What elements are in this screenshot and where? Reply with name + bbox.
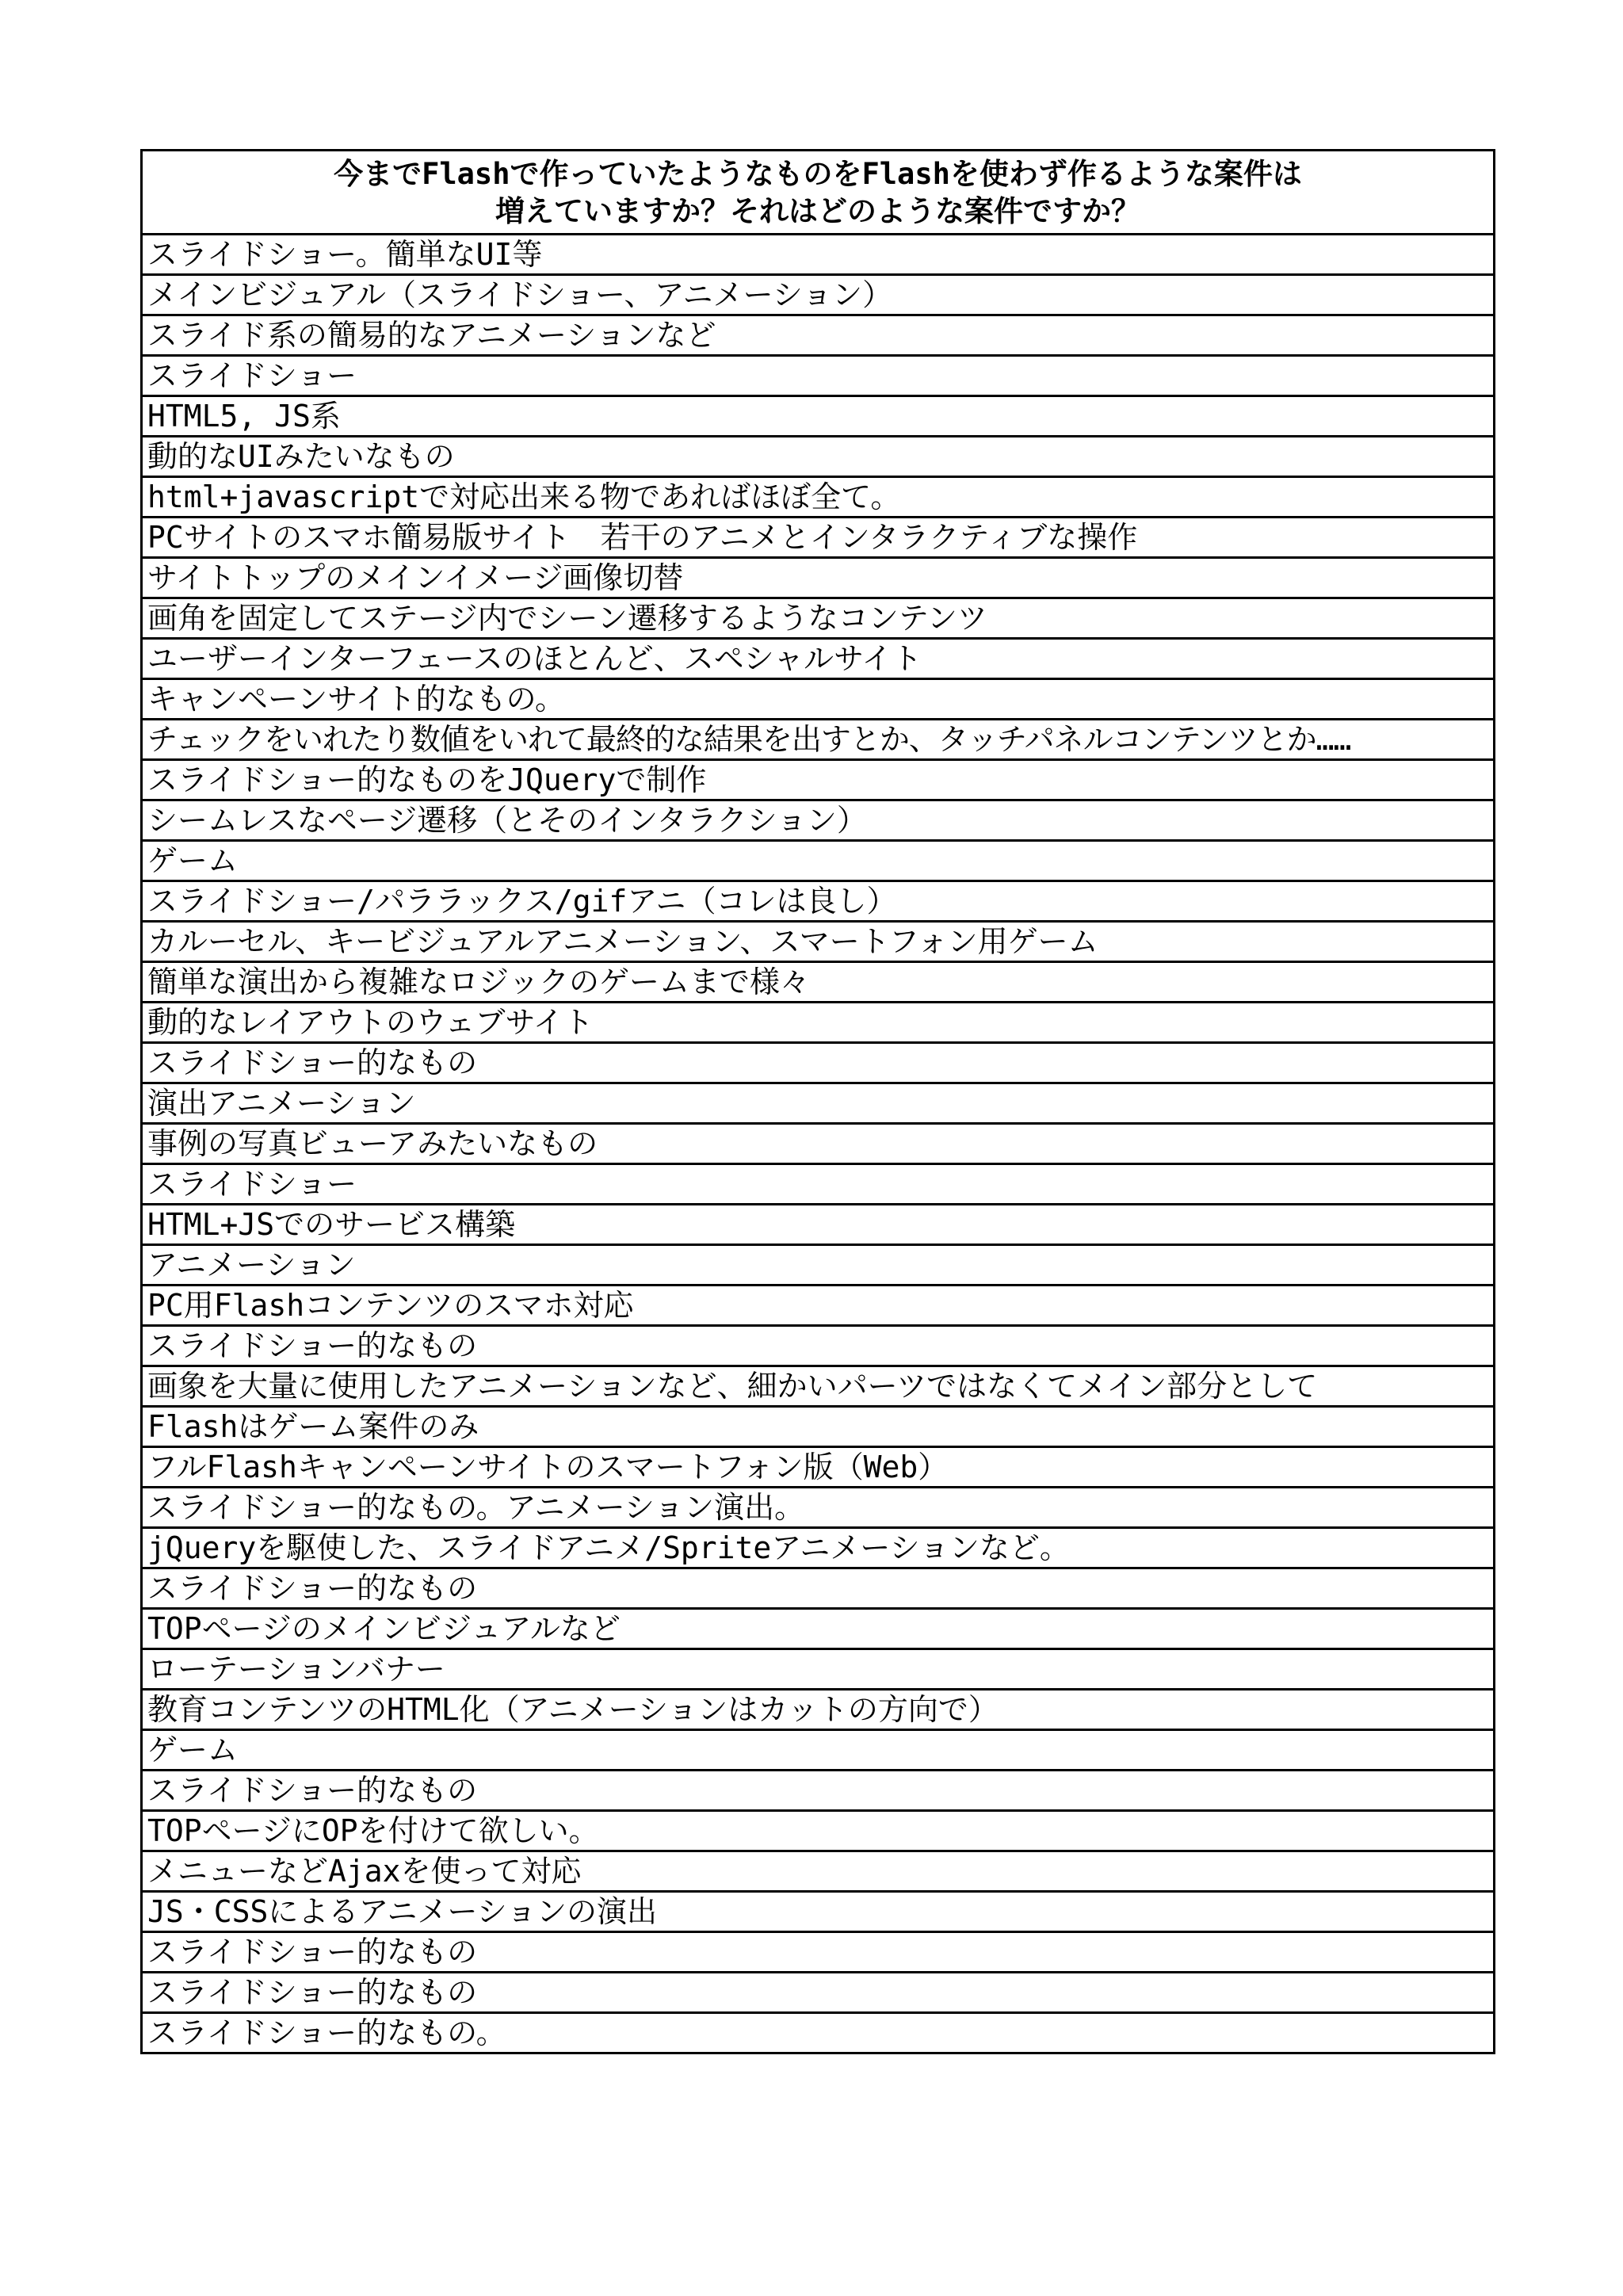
answer-row [142, 841, 1495, 881]
answer-row [142, 315, 1495, 356]
answer-row [142, 1083, 1495, 1124]
answer-cell: jQueryを駆使した、スライドアニメ/Spriteアニメーションなど。 [142, 1528, 1495, 1568]
answer-cell: スライドショー。簡単なUI等 [142, 235, 1495, 275]
answer-cell: スライドショー [142, 356, 1495, 396]
answer-row [142, 1609, 1495, 1649]
answer-row [142, 1973, 1495, 2013]
answer-row [142, 598, 1495, 639]
answer-row [142, 356, 1495, 396]
answer-cell: メニューなどAjaxを使って対応 [142, 1851, 1495, 1892]
answer-row [142, 1528, 1495, 1568]
answer-row [142, 1730, 1495, 1771]
answer-cell: ローテーションバナー [142, 1649, 1495, 1690]
answer-cell: チェックをいれたり数値をいれて最終的な結果を出すとか、タッチパネルコンテンツとか…… [142, 720, 1495, 760]
answer-row [142, 679, 1495, 720]
answer-row [142, 396, 1495, 437]
answer-row [142, 800, 1495, 841]
answer-cell: スライドショー的なもの [142, 1326, 1495, 1366]
answer-cell: JS・CSSによるアニメーションの演出 [142, 1892, 1495, 1932]
answer-cell: スライドショー的なもの [142, 1043, 1495, 1083]
answer-cell: HTML5, JS系 [142, 396, 1495, 437]
answer-cell: フルFlashキャンペーンサイトのスマートフォン版（Web） [142, 1447, 1495, 1488]
question-header-cell [142, 151, 1495, 235]
answer-row [142, 962, 1495, 1003]
answer-row [142, 881, 1495, 922]
answer-row [142, 1366, 1495, 1407]
question-header-row [142, 151, 1495, 235]
answer-cell: Flashはゲーム案件のみ [142, 1407, 1495, 1447]
answer-cell: ゲーム [142, 841, 1495, 881]
answer-cell: スライド系の簡易的なアニメーションなど [142, 315, 1495, 356]
answer-cell: アニメーション [142, 1245, 1495, 1286]
answer-cell: 事例の写真ビューアみたいなもの [142, 1124, 1495, 1164]
answer-row [142, 1649, 1495, 1690]
answer-cell: スライドショー的なもの。 [142, 2013, 1495, 2053]
answer-cell: 動的なレイアウトのウェブサイト [142, 1003, 1495, 1043]
answer-cell: 動的なUIみたいなもの [142, 437, 1495, 477]
answer-row [142, 1326, 1495, 1366]
answer-row [142, 1003, 1495, 1043]
answer-cell: スライドショー的なもの [142, 1771, 1495, 1811]
answer-cell: TOPページのメインビジュアルなど [142, 1609, 1495, 1649]
answer-row [142, 1488, 1495, 1528]
answer-row [142, 235, 1495, 275]
answer-cell: PC用Flashコンテンツのスマホ対応 [142, 1286, 1495, 1326]
answer-row [142, 437, 1495, 477]
answer-row [142, 558, 1495, 598]
answer-row [142, 275, 1495, 315]
answer-row [142, 1690, 1495, 1730]
answer-cell: スライドショー/パララックス/gifアニ（コレは良し） [142, 881, 1495, 922]
answer-cell: メインビジュアル（スライドショー、アニメーション） [142, 275, 1495, 315]
answer-cell: 画象を大量に使用したアニメーションなど、細かいパーツではなくてメイン部分として [142, 1366, 1495, 1407]
answer-cell: PCサイトのスマホ簡易版サイト 若干のアニメとインタラクティブな操作 [142, 518, 1495, 558]
answer-cell: スライドショー的なもの。アニメーション演出。 [142, 1488, 1495, 1528]
answer-row [142, 720, 1495, 760]
answer-cell: 教育コンテンツのHTML化（アニメーションはカットの方向で） [142, 1690, 1495, 1730]
answer-row [142, 1043, 1495, 1083]
answer-cell: ユーザーインターフェースのほとんど、スペシャルサイト [142, 639, 1495, 679]
answer-row [142, 1407, 1495, 1447]
answer-cell: HTML+JSでのサービス構築 [142, 1205, 1495, 1245]
answer-cell: サイトトップのメインイメージ画像切替 [142, 558, 1495, 598]
answer-cell: 簡単な演出から複雑なロジックのゲームまで様々 [142, 962, 1495, 1003]
answer-cell: 演出アニメーション [142, 1083, 1495, 1124]
answer-row [142, 1851, 1495, 1892]
answer-cell: スライドショー的なものをJQueryで制作 [142, 760, 1495, 800]
question-line-2: 増えていますか？それはどのような案件ですか？ [495, 193, 1140, 228]
answer-cell: スライドショー [142, 1164, 1495, 1205]
answer-cell: ゲーム [142, 1730, 1495, 1771]
answer-row [142, 639, 1495, 679]
answer-cell: スライドショー的なもの [142, 1973, 1495, 2013]
answer-row [142, 1124, 1495, 1164]
answer-row [142, 1245, 1495, 1286]
answer-row [142, 1932, 1495, 1973]
answer-row [142, 922, 1495, 962]
answer-row [142, 477, 1495, 518]
answer-cell: キャンペーンサイト的なもの。 [142, 679, 1495, 720]
answer-cell: 画角を固定してステージ内でシーン遷移するようなコンテンツ [142, 598, 1495, 639]
answer-row [142, 1447, 1495, 1488]
answer-cell: スライドショー的なもの [142, 1932, 1495, 1973]
question-line-1: 今までFlashで作っていたようなものをFlashを使わず作るような案件は [334, 156, 1302, 191]
answer-row [142, 1205, 1495, 1245]
survey-answer-table [140, 149, 1495, 2054]
answer-row [142, 518, 1495, 558]
answer-row [142, 1771, 1495, 1811]
answer-row [142, 1892, 1495, 1932]
answer-cell: TOPページにOPを付けて欲しい。 [142, 1811, 1495, 1851]
answer-row [142, 760, 1495, 800]
answer-cell: html+javascriptで対応出来る物であればほぼ全て。 [142, 477, 1495, 518]
answer-row [142, 2013, 1495, 2053]
answer-row [142, 1568, 1495, 1609]
answer-cell: スライドショー的なもの [142, 1568, 1495, 1609]
answer-row [142, 1164, 1495, 1205]
answer-cell: シームレスなページ遷移（とそのインタラクション） [142, 800, 1495, 841]
answer-row [142, 1286, 1495, 1326]
answer-row [142, 1811, 1495, 1851]
answer-cell: カルーセル、キービジュアルアニメーション、スマートフォン用ゲーム [142, 922, 1495, 962]
